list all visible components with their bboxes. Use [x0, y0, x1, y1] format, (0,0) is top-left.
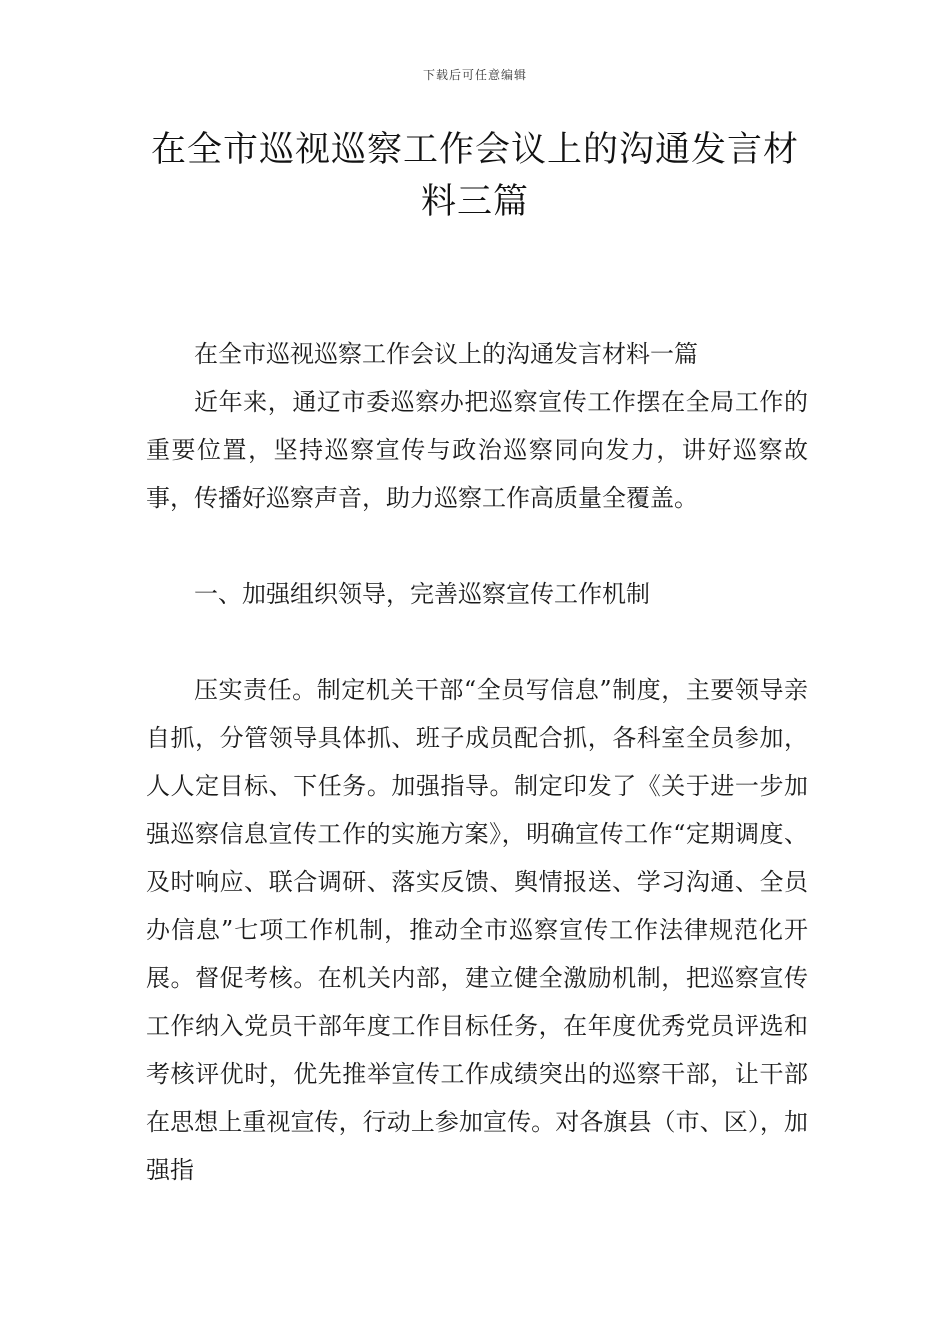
sub-title-paragraph: 在全市巡视巡察工作会议上的沟通发言材料一篇 [194, 340, 698, 368]
section-heading: 一、加强组织领导，完善巡察宣传工作机制 [194, 580, 650, 608]
body-paragraph: 压实责任。制定机关干部“全员写信息”制度，主要领导亲自抓，分管领导具体抓、班子成员配合抓，各科室全员参加，人人定目标、下任务。加强指导。制定印发了《关于进一步加强巡察信息宣传工作的实施方案》，明确宣传工作“定期调度、及时响应、联合调研、落实反馈、舆情报送、学习沟通、全员办信息”七项工作机制，推动全市巡察宣传工作法律规范化开展。督促考核。在机关内部，建立健全激励机制，把巡察宣传工作纳入党员干部年度工作目标任务，在年度优秀党员评选和考核评优时，优先推举宣传工作成绩突出的巡察干部，让干部在思想上重视宣传，行动上参加宣传。对各旗县（市、区），加强指 [146, 676, 808, 1184]
document-body [146, 330, 808, 1194]
intro-paragraph: 近年来，通辽市委巡察办把巡察宣传工作摆在全局工作的重要位置，坚持巡察宣传与政治巡察同向发力，讲好巡察故事，传播好巡察声音，助力巡察工作高质量全覆盖。 [146, 388, 808, 512]
document-title: 在全市巡视巡察工作会议上的沟通发言材料三篇 [150, 130, 799, 222]
header-note: 下载后可任意编辑 [422, 68, 527, 82]
